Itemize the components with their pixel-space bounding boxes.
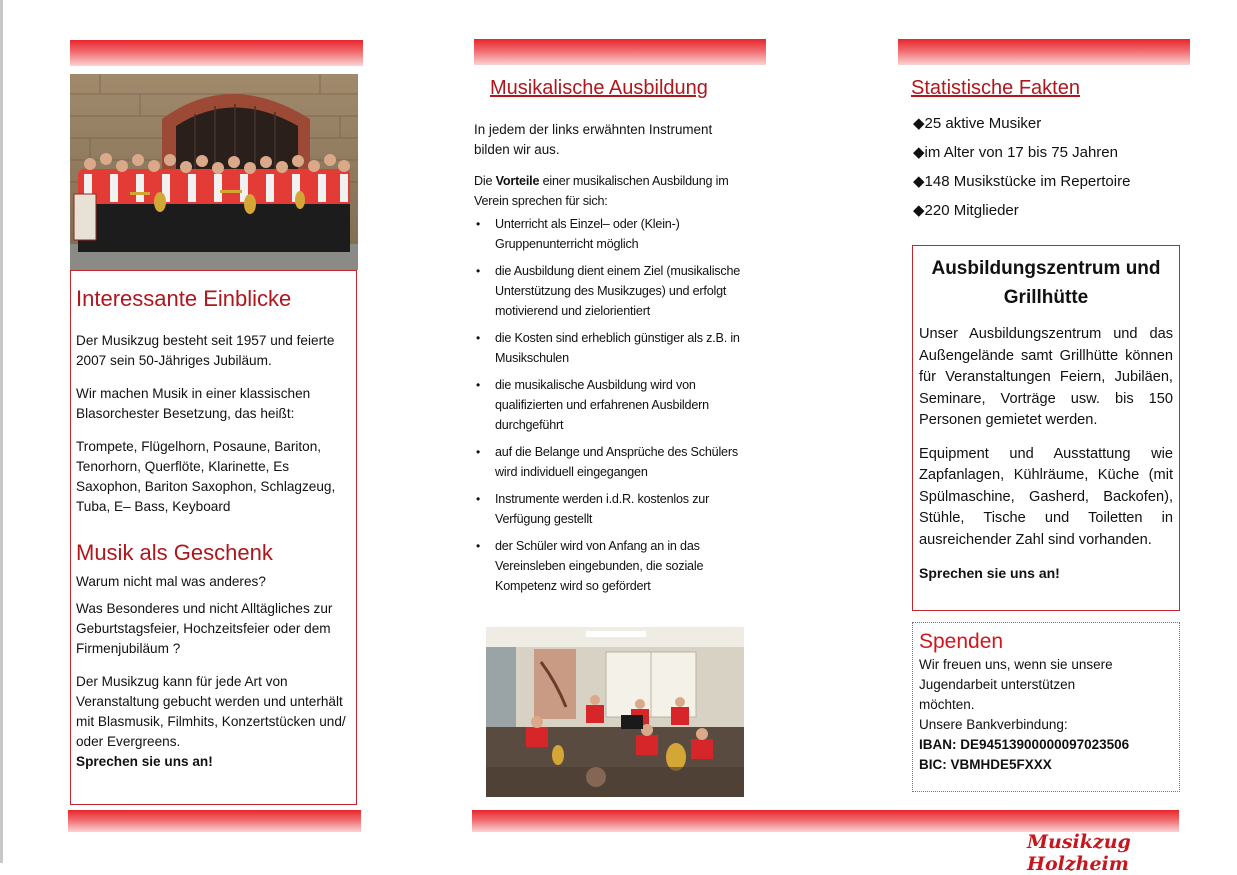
einblicke-paragraph-2: Wir machen Musik in einer klassischen Blasorchester Besetzung, das heißt: — [76, 385, 311, 421]
bullet-icon: • — [476, 492, 481, 506]
zentrum-paragraph-1: Unser Ausbildungszentrum und das Außengelände samt Grillhütte können für Veranstaltungen Feiern, Jubiläen, Seminare, Vorträge usw. bis 150 Personen gemietet werden. — [919, 326, 1173, 428]
stat-item: ◆im Alter von 17 bis 75 Jahren — [913, 144, 1118, 161]
list-item — [474, 214, 749, 254]
bottom-bar-left — [68, 810, 361, 832]
spenden-line-3: möchten. — [919, 697, 975, 713]
list-item — [474, 261, 749, 321]
vorteile-prefix: Die — [474, 174, 496, 188]
list-item — [474, 489, 749, 529]
list-item-text: Unterricht als Einzel– oder (Klein-) Gruppenunterricht möglich — [495, 217, 680, 251]
footer-title: Musikzug Holzheim — [1027, 831, 1131, 875]
zentrum-box — [912, 245, 1180, 611]
vorteile-bold: Vorteile — [495, 174, 540, 188]
spenden-line-1: Wir freuen uns, wenn sie unsere — [919, 657, 1113, 673]
top-bar-right — [898, 39, 1190, 65]
bic: BIC: VBMHDE5FXXX — [919, 757, 1052, 773]
geschenk-cta: Sprechen sie uns an! — [76, 754, 213, 769]
info-box-left — [70, 270, 357, 805]
zentrum-title: Ausbildungszentrum und Grillhütte — [931, 258, 1161, 308]
spenden-title: Spenden — [919, 630, 1004, 653]
top-bar-middle — [474, 39, 766, 65]
ausbildung-intro: In jedem der links erwähnten Instrument bilden wir aus. — [474, 122, 713, 157]
stat-item: ◆25 aktive Musiker — [913, 115, 1042, 132]
list-item — [474, 442, 749, 482]
list-item — [474, 328, 749, 368]
geschenk-paragraph-3: Der Musikzug kann für jede Art von Veranstaltung gebucht werden und unterhält mit Blasmusik, Filmhits, Konzertstücken und/ oder Evergreens. — [76, 674, 346, 749]
stats-list — [913, 109, 1183, 225]
bullet-icon: • — [476, 217, 481, 231]
ausbildung-title: Musikalische Ausbildung — [490, 77, 708, 99]
einblicke-paragraph-1: Der Musikzug besteht seit 1957 und feierte 2007 sein 50-Jähriges Jubiläum. — [76, 332, 335, 368]
zentrum-cta: Sprechen sie uns an! — [919, 565, 1060, 581]
bullet-icon: • — [476, 378, 481, 392]
list-item-text: die Ausbildung dient einem Ziel (musikalische Unterstützung des Musikzuges) und erfolgt motivierend und zielorientiert — [495, 264, 741, 318]
stat-item: ◆220 Mitglieder — [913, 202, 1019, 219]
list-item-text: die musikalische Ausbildung wird von qualifizierten und erfahrenen Ausbildern durchgeführt — [495, 378, 709, 432]
list-item — [474, 375, 749, 435]
geschenk-title: Musik als Geschenk — [76, 539, 273, 565]
rehearsal-photo — [486, 627, 744, 797]
list-item-text: der Schüler wird von Anfang an in das Vereinsleben eingebunden, die soziale Kompetenz wird so gefördert — [495, 539, 704, 593]
page-edge — [0, 0, 3, 863]
list-item — [474, 536, 749, 596]
stats-title: Statistische Fakten — [911, 77, 1080, 99]
band-group-photo — [70, 74, 358, 270]
spenden-box — [912, 622, 1180, 792]
top-bar-left — [70, 40, 363, 66]
bullet-icon: • — [476, 445, 481, 459]
bullet-icon: • — [476, 539, 481, 553]
vorteile-suffix: einer musikalischen Ausbildung im Verein sprechen für sich: — [474, 174, 729, 208]
instrument-list: Trompete, Flügelhorn, Posaune, Bariton, Tenorhorn, Querflöte, Klarinette, Es Saxophon, Bariton Saxophon, Schlagzeug, Tuba, E– Bass, Keyboard — [76, 438, 336, 514]
bottom-bar-wide — [472, 810, 1179, 832]
bullet-icon: • — [476, 331, 481, 345]
geschenk-paragraph-1: Warum nicht mal was anderes? — [76, 574, 266, 589]
list-item-text: Instrumente werden i.d.R. kostenlos zur Verfügung gestellt — [495, 492, 710, 526]
geschenk-paragraph-2: Was Besonderes und nicht Alltägliches zur Geburtstagsfeier, Hochzeitsfeier oder dem Firmenjubiläum ? — [76, 601, 333, 656]
vorteile-list — [474, 214, 749, 603]
spenden-line-4: Unsere Bankverbindung: — [919, 717, 1068, 733]
iban: IBAN: DE94513900000097023506 — [919, 737, 1130, 753]
bullet-icon: • — [476, 264, 481, 278]
zentrum-paragraph-2: Equipment und Ausstattung wie Zapfanlagen, Kühlräume, Küche (mit Spülmaschine, Gasherd, Backofen), Stühle, Tische und Toiletten in ausreichender Zahl sind vorhanden. — [919, 445, 1173, 548]
stat-item: ◆148 Musikstücke im Repertoire — [913, 173, 1131, 190]
spenden-line-2: Jugendarbeit unterstützen — [919, 677, 1076, 693]
list-item-text: die Kosten sind erheblich günstiger als z.B. in Musikschulen — [495, 331, 740, 365]
einblicke-title: Interessante Einblicke — [76, 286, 292, 311]
vorteile-intro — [474, 171, 750, 211]
list-item-text: auf die Belange und Ansprüche des Schülers wird individuell eingegangen — [495, 445, 738, 479]
